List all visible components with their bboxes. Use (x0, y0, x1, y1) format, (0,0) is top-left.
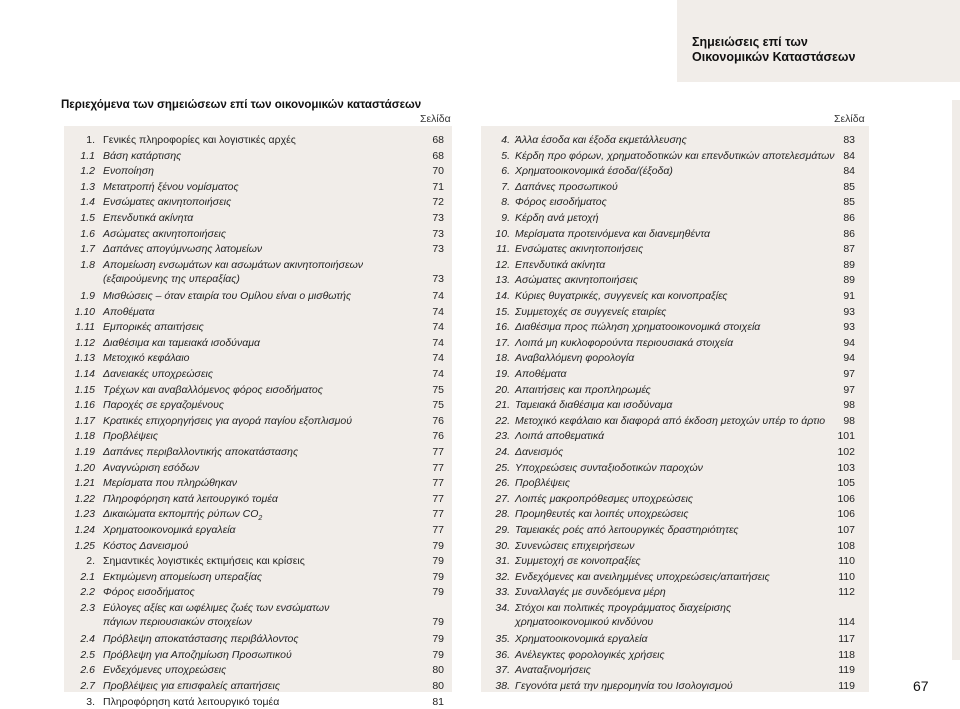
toc-entry-label (103, 398, 423, 412)
toc-entry-label (103, 320, 423, 334)
toc-entry-label-text: Απομείωση ενσωμάτων και ασωμάτων ακινητοποιήσεων (103, 258, 364, 271)
toc-entry-label-text: Κέρδη προ φόρων, χρηματοδοτικών και επενδυτικών αποτελεσμάτων (515, 149, 835, 162)
toc-entry-label (103, 227, 423, 241)
toc-entry-page: 108 (837, 539, 855, 552)
toc-entry-number: 1.12 (74, 336, 95, 349)
toc-entry-number: 33. (495, 586, 510, 599)
toc-entry-page: 94 (843, 336, 855, 349)
toc-entry-number: 29. (495, 524, 510, 536)
toc-entry-label-text: Δανειακές υποχρεώσεις (103, 368, 213, 380)
toc-entry-number: 7. (501, 180, 510, 193)
toc-entry-page: 81 (432, 695, 444, 708)
toc-entry-label-text: Ταμειακά διαθέσιμα και ισοδύναμα (515, 399, 673, 412)
toc-column-right (481, 126, 869, 692)
toc-entry-number: 34. (495, 602, 510, 614)
toc-entry-page: 79 (432, 633, 444, 646)
toc-entry-number: 23. (495, 430, 510, 443)
toc-entry-number: 1.18 (74, 430, 95, 443)
toc-entry-number: 2. (86, 555, 95, 568)
toc-entry-label (515, 258, 835, 272)
toc-entry-page: 77 (432, 508, 444, 521)
toc-entry-label (103, 429, 423, 443)
toc-entry-label-text: Προβλέψεις (515, 477, 570, 490)
toc-entry-number: 1.13 (74, 352, 95, 365)
toc-entry-number: 1.11 (75, 321, 95, 334)
toc-entry-label-continuation: (εξαιρούμενης της υπεραξίας) (103, 272, 240, 285)
toc-entry-label-text: Δικαιώματα εκπομπής ρύπων CO (103, 508, 259, 521)
toc-entry-page: 75 (432, 383, 444, 396)
page-column-label-left: Σελίδα (420, 113, 451, 125)
toc-entry-label-text: Κόστος Δανεισμού (103, 539, 189, 552)
toc-entry-label-text: Φόρος εισοδήματος (103, 586, 195, 599)
toc-entry-label (515, 398, 835, 412)
toc-entry-number: 1.10 (74, 305, 95, 318)
toc-entry-page: 85 (843, 196, 855, 209)
toc-entry-label-text: Προβλέψεις (103, 430, 158, 443)
side-tab-bar (952, 100, 960, 660)
toc-entry-label (103, 601, 423, 629)
toc-entry-page: 79 (432, 648, 444, 661)
toc-entry-label (103, 539, 423, 553)
toc-entry-label-text: Εκτιμώμενη απομείωση υπεραξίας (103, 570, 263, 583)
toc-entry-label-text: Χρηματοοικονομικά έσοδα/(έξοδα) (515, 165, 673, 178)
toc-entry-label (515, 648, 835, 662)
toc-entry-label (515, 383, 835, 397)
toc-entry-label-text: Γεγονότα μετά την ημερομηνία του Ισολογισμού (515, 680, 733, 692)
toc-entry-number: 26. (495, 477, 510, 490)
toc-entry-page: 119 (838, 680, 855, 692)
toc-entry-number: 1.15 (74, 383, 95, 396)
toc-entry-subscript: 2 (258, 515, 263, 523)
toc-entry-label (103, 336, 423, 350)
section-title-line-1: Σημειώσεις επί των (692, 35, 808, 49)
toc-entry-number: 24. (495, 446, 510, 458)
toc-entry-label-text: Ενσώματες ακινητοποιήσεις (103, 196, 232, 209)
toc-entry-label-text: Φόρος εισοδήματος (515, 196, 607, 209)
toc-entry-page: 79 (432, 539, 444, 552)
toc-entry-label-text: Δανεισμός (515, 446, 564, 458)
toc-entry-label-text: Προβλέψεις για επισφαλείς απαιτήσεις (103, 680, 280, 692)
toc-entry-label-text: Προμηθευτές και λοιπές υποχρεώσεις (515, 508, 689, 521)
toc-entry-label (103, 351, 423, 365)
toc-entry-label-text: Λοιπές μακροπρόθεσμες υποχρεώσεις (515, 492, 694, 505)
toc-entry-number: 1.14 (74, 368, 95, 380)
toc-entry-number: 18. (495, 352, 510, 365)
toc-entry-label-text: Συνενώσεις επιχειρήσεων (515, 539, 635, 552)
toc-entry-page: 97 (843, 383, 855, 396)
section-title (692, 35, 855, 65)
toc-entry-label-continuation: χρηματοοικονομικού κινδύνου (515, 616, 654, 628)
toc-entry-page: 112 (838, 586, 855, 599)
toc-entry-label (515, 305, 835, 319)
toc-entry-number: 1.1 (80, 149, 95, 162)
toc-entry-label (103, 414, 423, 428)
toc-entry-label-text: Σημαντικές λογιστικές εκτιμήσεις και κρίσεις (103, 555, 305, 568)
toc-entry-number: 1.9 (80, 290, 95, 302)
toc-entry-label-text: Μετοχικό κεφάλαιο και διαφορά από έκδοση μετοχών υπέρ το άρτιο (515, 414, 826, 427)
toc-entry-label (515, 149, 835, 163)
toc-entry-page: 77 (432, 461, 444, 474)
toc-entry-number: 12. (495, 258, 510, 271)
toc-entry-label-text: Πρόβλεψη για Αποζημίωση Προσωπικού (103, 648, 292, 661)
toc-entry-label-text: Τρέχων και αναβαλλόμενος φόρος εισοδήματος (103, 383, 323, 396)
toc-entry-number: 1.19 (74, 446, 95, 458)
toc-entry-number: 19. (495, 368, 510, 380)
toc-entry-number: 2.4 (80, 633, 95, 646)
toc-entry-page: 98 (843, 399, 855, 412)
toc-entry-page: 106 (837, 508, 855, 521)
toc-entry-label (515, 461, 835, 475)
toc-entry-number: 1.2 (80, 165, 95, 178)
toc-entry-label (103, 461, 423, 475)
toc-entry-number: 2.2 (80, 586, 95, 599)
toc-entry-number: 20. (495, 383, 510, 396)
toc-entry-label (515, 211, 835, 225)
toc-entry-label-text: Γενικές πληροφορίες και λογιστικές αρχές (103, 134, 296, 146)
toc-entry-label-text: Δαπάνες προσωπικού (515, 180, 618, 193)
toc-entry-number: 1.23 (74, 508, 95, 521)
toc-entry-label-text: Μετοχικό κεφάλαιο (103, 352, 190, 365)
toc-entry-label-text: Ασώματες ακινητοποιήσεις (103, 227, 226, 240)
toc-entry-page: 74 (432, 321, 444, 334)
toc-entry-page: 106 (837, 492, 855, 505)
toc-entry-label-text: Αποθέματα (103, 305, 155, 318)
toc-entry-page: 83 (843, 134, 855, 146)
toc-entry-page: 74 (432, 368, 444, 380)
toc-entry-page: 71 (432, 180, 444, 193)
toc-entry-number: 22. (495, 414, 510, 427)
toc-entry-number: 1.17 (74, 414, 95, 427)
toc-entry-label (103, 289, 423, 303)
toc-entry-page: 87 (843, 243, 855, 256)
toc-entry-label (103, 305, 423, 319)
toc-entry-label (515, 180, 835, 194)
toc-entry-label (103, 149, 423, 163)
toc-entry-number: 21. (495, 399, 510, 412)
toc-entry-label (515, 429, 835, 443)
toc-entry-label (515, 523, 835, 537)
toc-entry-label-text: Βάση κατάρτισης (103, 149, 182, 162)
toc-heading: Περιεχόμενα των σημειώσεων επί των οικονομικών καταστάσεων (61, 99, 422, 111)
toc-entry-page: 76 (432, 414, 444, 427)
toc-entry-page: 74 (432, 336, 444, 349)
toc-entry-label-text: Ταμειακές ροές από λειτουργικές δραστηριότητες (515, 524, 739, 536)
toc-entry-page: 93 (843, 321, 855, 334)
toc-entry-label-text: Λοιπά μη κυκλοφορούντα περιουσιακά στοιχεία (515, 336, 734, 349)
toc-entry-page: 102 (837, 446, 855, 458)
toc-entry-label (103, 648, 423, 662)
toc-entry-number: 25. (495, 461, 510, 474)
toc-entry-page: 105 (837, 477, 855, 490)
toc-entry-page: 89 (843, 274, 855, 287)
toc-entry-page: 114 (838, 616, 855, 628)
toc-entry-number: 36. (495, 648, 510, 661)
toc-entry-number: 2.6 (80, 664, 95, 677)
toc-entry-page: 91 (843, 290, 855, 302)
toc-entry-page: 77 (432, 446, 444, 458)
toc-entry-label-text: Απαιτήσεις και προπληρωμές (515, 383, 651, 396)
toc-entry-page: 119 (838, 664, 855, 677)
toc-entry-label-text: Χρηματοοικονομικά εργαλεία (103, 524, 236, 536)
toc-entry-number: 11. (496, 243, 510, 256)
toc-entry-label-text: Μερίσματα που πληρώθηκαν (103, 477, 237, 490)
toc-column-left (64, 126, 452, 708)
toc-entry-label (515, 601, 835, 629)
toc-entry-label-text: Στόχοι και πολιτικές προγράμματος διαχείρισης (515, 602, 732, 614)
toc-entry-number: 27. (495, 492, 510, 505)
toc-entry-number: 2.7 (80, 680, 95, 692)
toc-entry-label (103, 242, 423, 256)
toc-entry-label (515, 632, 835, 646)
toc-entry-label (515, 320, 835, 334)
toc-entry-page: 93 (843, 305, 855, 318)
toc-entry-page: 79 (432, 616, 444, 628)
toc-entry-label (103, 258, 423, 286)
toc-entry-number: 1.3 (80, 180, 95, 193)
toc-entry-page: 79 (432, 570, 444, 583)
toc-entry-label (515, 554, 835, 568)
toc-entry-number: 14. (495, 290, 510, 302)
page-number: 67 (913, 678, 929, 694)
toc-entry-number: 1.21 (74, 477, 95, 490)
toc-entry-page: 86 (843, 227, 855, 240)
toc-entry-label-text: Εμπορικές απαιτήσεις (103, 321, 204, 334)
toc-entry-label (103, 492, 423, 506)
toc-entry-label (103, 195, 423, 209)
toc-entry-label (103, 695, 423, 709)
toc-entry-label-text: Αναταξινομήσεις (515, 664, 591, 677)
toc-entry-page: 72 (432, 196, 444, 209)
toc-entry-label (515, 164, 835, 178)
toc-entry-label-text: Άλλα έσοδα και έξοδα εκμετάλλευσης (515, 134, 687, 146)
toc-entry-label (103, 383, 423, 397)
toc-entry-number: 1. (86, 134, 95, 146)
toc-entry-label-text: Κύριες θυγατρικές, συγγενείς και κοινοπραξίες (515, 290, 728, 302)
toc-entry-page: 77 (432, 524, 444, 536)
toc-entry-label (515, 289, 835, 303)
toc-entry-label-text: Ασώματες ακινητοποιήσεις (515, 274, 638, 287)
toc-entry-page: 86 (843, 212, 855, 224)
toc-entry-number: 9. (501, 212, 510, 224)
toc-entry-label (515, 227, 835, 241)
toc-entry-label-text: Διαθέσιμα και ταμειακά ισοδύναμα (103, 336, 260, 349)
toc-entry-label (515, 242, 835, 256)
toc-entry-number: 16. (495, 321, 510, 334)
toc-entry[interactable] (481, 601, 869, 629)
toc-entry-number: 1.20 (74, 461, 95, 474)
toc-entry-label-text: Πληροφόρηση κατά λειτουργικό τομέα (103, 695, 280, 708)
toc-entry-label (103, 585, 423, 599)
toc-entry-label (515, 679, 835, 693)
toc-entry-label (515, 663, 835, 677)
toc-entry-page: 79 (432, 586, 444, 599)
toc-entry-label-text: Παροχές σε εργαζομένους (103, 399, 225, 412)
toc-entry-number: 10. (495, 227, 510, 240)
toc-entry-label (103, 476, 423, 490)
toc-entry-label-text: Υποχρεώσεις συνταξιοδοτικών παροχών (515, 461, 703, 474)
toc-entry-label-text: Συναλλαγές με συνδεόμενα μέρη (515, 586, 666, 599)
toc-entry-label (103, 632, 423, 646)
toc-entry-label-text: Πρόβλεψη αποκατάστασης περιβάλλοντος (103, 633, 299, 646)
toc-entry-label (103, 445, 423, 459)
toc-entry-number: 1.16 (74, 399, 95, 412)
toc-entry-label-text: Ενσώματες ακινητοποιήσεις (515, 243, 644, 256)
toc-entry-label-text: Διαθέσιμα προς πώληση χρηματοοικονομικά στοιχεία (515, 321, 761, 334)
toc-entry-label (515, 351, 835, 365)
toc-entry-number: 5. (501, 149, 510, 162)
toc-entry-page: 70 (432, 165, 444, 178)
toc-entry-number: 1.4 (80, 196, 95, 209)
toc-entry-label-text: Επενδυτικά ακίνητα (103, 212, 194, 224)
toc-entry-label (103, 523, 423, 537)
toc-entry-page: 74 (432, 290, 444, 302)
toc-entry-label-text: Ανέλεγκτες φορολογικές χρήσεις (515, 648, 665, 661)
toc-entry-page: 85 (843, 180, 855, 193)
toc-entry-number: 4. (501, 134, 510, 146)
toc-entry-label (103, 180, 423, 194)
toc-entry-label (515, 195, 835, 209)
toc-entry-number: 1.25 (74, 539, 95, 552)
toc-entry-number: 1.5 (80, 212, 95, 224)
toc-entry-label (103, 663, 423, 677)
toc-entry-number: 2.3 (80, 602, 95, 614)
toc-entry-page: 77 (432, 477, 444, 490)
toc-entry-label (515, 445, 835, 459)
toc-entry-number: 6. (501, 165, 510, 178)
toc-entry-page: 73 (432, 227, 444, 240)
toc-entry-label-text: Συμμετοχές σε συγγενείς εταιρίες (515, 305, 667, 318)
toc-entry-label (515, 414, 835, 428)
toc-entry-label-text: Δαπάνες περιβαλλοντικής αποκατάστασης (103, 446, 299, 458)
toc-entry-label (103, 164, 423, 178)
toc-entry-number: 35. (495, 633, 510, 646)
toc-entry-label-text: Λοιπά αποθεματικά (515, 430, 605, 443)
toc-entry-page: 74 (432, 352, 444, 365)
toc-entry-label-text: Ενδεχόμενες υποχρεώσεις (103, 664, 227, 677)
toc-entry-page: 73 (432, 212, 444, 224)
toc-entry-label (103, 554, 423, 568)
toc-entry-number: 32. (495, 570, 510, 583)
toc-entry[interactable] (64, 258, 452, 286)
toc-entry-label-continuation: πάγιων περιουσιακών στοιχείων (103, 616, 252, 628)
toc-entry-label (103, 679, 423, 693)
toc-entry-label (103, 367, 423, 381)
toc-entry-label (515, 570, 835, 584)
toc-entry-label-text: Εύλογες αξίες και ωφέλιμες ζωές των ενσώματων (103, 602, 330, 614)
toc-entry-label-text: Επενδυτικά ακίνητα (515, 258, 606, 271)
toc-entry-label-text: Πληροφόρηση κατά λειτουργικό τομέα (103, 492, 278, 505)
toc-entry-number: 30. (495, 539, 510, 552)
toc-entry-number: 2.1 (80, 570, 95, 583)
toc-entry-label (515, 273, 835, 287)
toc-entry-number: 8. (501, 196, 510, 209)
toc-entry-label (515, 476, 835, 490)
toc-entry-page: 89 (843, 258, 855, 271)
toc-entry-label (515, 507, 835, 521)
toc-entry-page: 73 (432, 272, 444, 285)
toc-entry-number: 13. (495, 274, 510, 287)
toc-entry-label-text: Κρατικές επιχορηγήσεις για αγορά παγίου εξοπλισμού (103, 414, 353, 427)
toc-entry-label-text: Χρηματοοικονομικά εργαλεία (515, 633, 648, 646)
toc-entry-label (103, 570, 423, 584)
toc-entry-number: 1.8 (80, 258, 95, 271)
toc-entry-page: 76 (432, 430, 444, 443)
toc-entry[interactable] (64, 601, 452, 629)
toc-entry-page: 84 (843, 149, 855, 162)
toc-entry-page: 94 (843, 352, 855, 365)
toc-entry-label (515, 492, 835, 506)
toc-entry-number: 1.7 (80, 243, 95, 256)
toc-entry-page: 73 (432, 243, 444, 256)
toc-entry-label (515, 367, 835, 381)
toc-entry-page: 98 (843, 414, 855, 427)
toc-entry-label-text: Αναβαλλόμενη φορολογία (515, 352, 635, 365)
toc-entry-number: 31. (495, 555, 510, 568)
toc-entry-label (515, 585, 835, 599)
toc-entry-page: 97 (843, 368, 855, 380)
toc-entry-number: 1.22 (74, 492, 95, 505)
toc-entry-label (103, 133, 423, 147)
toc-entry-page: 117 (838, 633, 855, 646)
toc-entry-page: 80 (432, 664, 444, 677)
toc-entry-page: 118 (838, 648, 855, 661)
toc-entry-page: 68 (432, 149, 444, 162)
toc-entry-number: 15. (495, 305, 510, 318)
toc-entry-label-text: Ενδεχόμενες και ανειλημμένες υποχρεώσεις/απαιτήσεις (515, 570, 770, 583)
toc-entry-page: 80 (432, 680, 444, 692)
toc-entry-label-text: Αναγνώριση εσόδων (103, 461, 200, 474)
toc-entry-label (103, 211, 423, 225)
toc-entry-label-text: Μετατροπή ξένου νομίσματος (103, 180, 239, 193)
toc-entry-label-text: Κέρδη ανά μετοχή (515, 212, 599, 224)
toc-entry-label-text: Συμμετοχή σε κοινοπραξίες (515, 555, 641, 568)
toc-entry-page: 77 (432, 492, 444, 505)
toc-entry-number: 1.6 (80, 227, 95, 240)
toc-entry-page: 101 (837, 430, 855, 443)
toc-entry-page: 107 (837, 524, 855, 536)
toc-entry-label (515, 336, 835, 350)
toc-entry-page: 84 (843, 165, 855, 178)
toc-entry-number: 2.5 (80, 648, 95, 661)
toc-entry-number: 17. (495, 336, 510, 349)
toc-entry-label-text: Δαπάνες απογύμνωσης λατομείων (103, 243, 263, 256)
toc-entry-label-text: Ενοποίηση (103, 165, 154, 178)
toc-entry-label-text: Αποθέματα (515, 368, 567, 380)
toc-entry-page: 75 (432, 399, 444, 412)
toc-entry-label-text: Μερίσματα προτεινόμενα και διανεμηθέντα (515, 227, 710, 240)
toc-entry-page: 110 (838, 570, 855, 583)
toc-entry-page: 110 (838, 555, 855, 568)
toc-entry-page: 74 (432, 305, 444, 318)
toc-entry-page: 103 (837, 461, 855, 474)
toc-entry-page: 68 (432, 134, 444, 146)
page-column-label-right: Σελίδα (834, 113, 865, 125)
section-title-line-2: Οικονομικών Καταστάσεων (692, 50, 856, 64)
toc-entry-label-text: Μισθώσεις – όταν εταιρία του Ομίλου είναι ο μισθωτής (103, 290, 352, 302)
toc-entry-number: 37. (495, 664, 510, 677)
toc-entry-number: 28. (495, 508, 510, 521)
toc-entry-label (515, 539, 835, 553)
toc-entry-label (515, 133, 835, 147)
toc-entry-number: 1.24 (74, 524, 95, 536)
toc-entry-number: 38. (495, 680, 510, 692)
toc-entry-page: 79 (432, 555, 444, 568)
toc-entry-number: 3. (86, 695, 95, 708)
